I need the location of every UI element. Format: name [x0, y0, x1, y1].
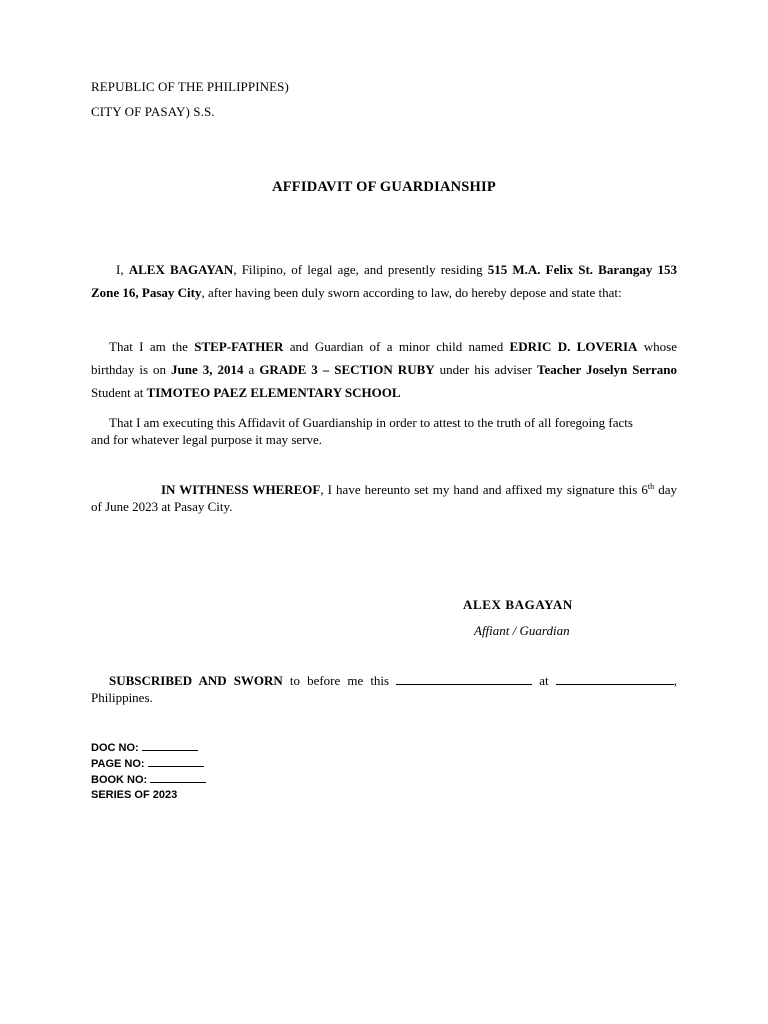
affiant-name: ALEX BAGAYAN — [128, 262, 234, 277]
notary-series: SERIES OF 2023 — [91, 789, 178, 801]
text: , Filipino, of legal age, and presently residing — [233, 262, 488, 277]
text: Student at — [91, 385, 147, 400]
jurat-lead: SUBSCRIBED AND SWORN — [109, 673, 283, 688]
place-blank — [556, 673, 674, 685]
notary-doc-no — [91, 739, 198, 756]
venue-republic: REPUBLIC OF THE PHILIPPINES) — [91, 79, 289, 94]
ordinal-suffix: th — [647, 482, 655, 491]
document-title: AFFIDAVIT OF GUARDIANSHIP — [272, 179, 496, 195]
label: DOC NO: — [91, 742, 142, 754]
paragraph-witness — [91, 481, 677, 515]
text: , I have hereunto set my hand and affixed my signature this 6 — [320, 482, 648, 497]
text: day of June 2023 at Pasay City. — [91, 482, 677, 514]
text: , after having been duly sworn according to law, do hereby depose and state that: — [201, 285, 622, 300]
text: whose birthday is on — [91, 339, 678, 377]
label: BOOK NO: — [91, 774, 151, 786]
child-name: EDRIC D. LOVERIA — [509, 339, 638, 354]
paragraph-guardianship — [91, 335, 677, 404]
text: under his adviser — [434, 362, 537, 377]
text: I, — [116, 262, 129, 277]
witness-lead: IN WITHNESS WHEREOF — [161, 482, 321, 497]
text: a — [243, 362, 260, 377]
school-name: TIMOTEO PAEZ ELEMENTARY SCHOOL — [146, 385, 401, 400]
book-no-blank — [150, 771, 206, 783]
date-blank — [396, 673, 532, 685]
text: to before me this — [282, 673, 397, 688]
paragraph-purpose: That I am executing this Affidavit of Guardianship in order to attest to the truth of all foregoing facts and for whatever legal purpose it may serve. — [91, 415, 633, 447]
doc-no-blank — [142, 739, 198, 751]
signatory-name: ALEX BAGAYAN — [463, 597, 573, 612]
text: and Guardian of a minor child named — [283, 339, 510, 354]
page-no-blank — [148, 755, 204, 767]
relation: STEP-FATHER — [194, 339, 284, 354]
notary-book-no — [91, 771, 206, 788]
notary-page-no — [91, 755, 204, 772]
child-birthday: June 3, 2014 — [171, 362, 244, 377]
text: , Philippines. — [91, 673, 677, 705]
text: That I am the — [109, 339, 195, 354]
adviser-name: Teacher Joselyn Serrano — [536, 362, 677, 377]
paragraph-affiant — [91, 258, 677, 304]
text: at — [532, 673, 556, 688]
affiant-address: 515 M.A. Felix St. Barangay 153 Zone 16, Pasay City — [91, 262, 677, 300]
signatory-role: Affiant / Guardian — [474, 623, 570, 638]
venue-city: CITY OF PASAY) S.S. — [91, 104, 215, 119]
label: PAGE NO: — [91, 758, 148, 770]
paragraph-jurat — [91, 672, 677, 706]
grade-section: GRADE 3 – SECTION RUBY — [259, 362, 435, 377]
